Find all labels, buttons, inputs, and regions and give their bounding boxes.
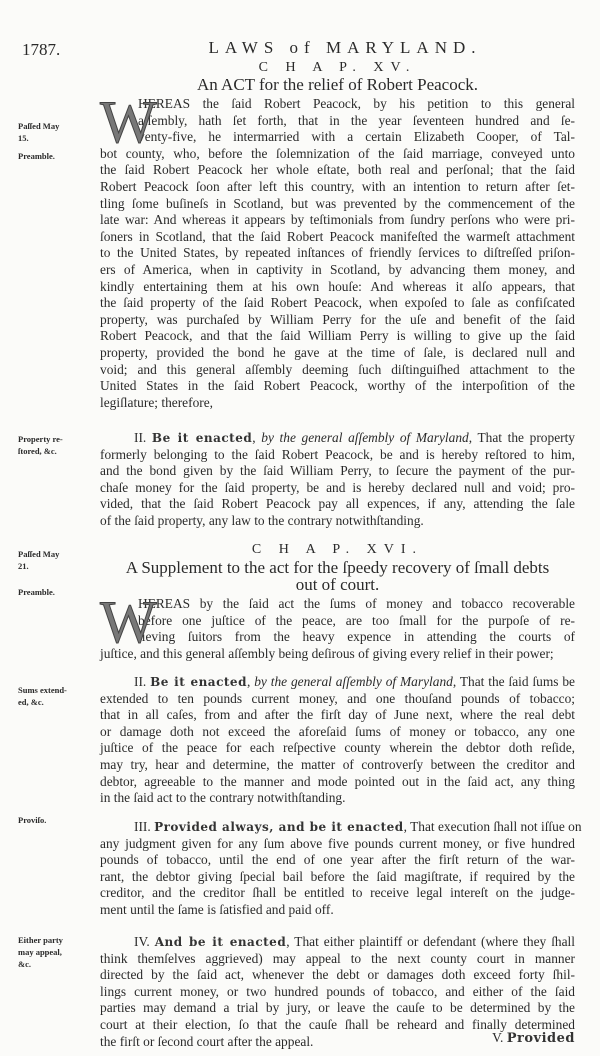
- text-line: bot county, who, before the ſolemnization of the ſaid marriage, conveyed unto: [100, 145, 575, 161]
- running-title: LAWS of MARYLAND.: [208, 38, 482, 57]
- text-line: vided, that the ſaid Robert Peacock pay all expences, if any, attending the ſale: [100, 496, 575, 512]
- catchword: [492, 1030, 575, 1046]
- text-line: [100, 674, 575, 691]
- margin-note-line: ſtored, &c.: [18, 446, 57, 456]
- blackletter-phrase: And be it enacted: [154, 935, 287, 949]
- text-segment: II.: [134, 674, 151, 689]
- text-line: juſtice of the peace for each reſpective county wherein the debtor doth reſide,: [100, 740, 575, 756]
- text-segment: , That execution ſhall not iſſue on: [403, 819, 582, 834]
- text-line: extended to ten pounds current money, and one thouſand pounds of tobacco;: [100, 690, 575, 706]
- chapter-title: [100, 76, 575, 93]
- margin-note-line: Property re-: [18, 434, 63, 444]
- margin-note-line: 21.: [18, 561, 29, 571]
- text-line: ers of America, when in captivity in Scotland, by advancing them money, and: [100, 261, 575, 277]
- margin-note-line: Paſſed May: [18, 121, 60, 131]
- text-line: formerly belonging to the ſaid Robert Peacock, be and is hereby reſtored to him,: [100, 446, 575, 462]
- text-line: property, provided the bond he gave at the time of ſale, is declared null and: [100, 344, 575, 360]
- text-line: to the United States, by repeated inſtances of friendly ſervices to diſtreſſed priſon-: [100, 245, 575, 261]
- text-line: United States in the ſaid Robert Peacock, worthy of the interpoſition of the: [100, 378, 575, 394]
- margin-note: [18, 586, 90, 598]
- margin-note-line: Preamble.: [18, 587, 55, 597]
- margin-note-line: &c.: [18, 959, 31, 969]
- text-line: [100, 430, 575, 447]
- text-line: property, was purchaſed by William Perry for the uſe and benefit of the ſaid: [100, 311, 575, 327]
- margin-note: [18, 814, 90, 826]
- text-segment: ,: [246, 674, 255, 689]
- text-line: legiſlature; therefore,: [100, 394, 214, 410]
- margin-note-line: Either party: [18, 935, 63, 945]
- text-line: Robert Peacock, and that the ſaid William Perry is willing to give up the ſaid: [100, 328, 575, 344]
- text-line: and the bond given by the ſaid William Perry, to ſecure the payment of the pur-: [100, 463, 575, 479]
- text-line: parties may demand a trial by jury, or leave the cauſe to be determined by the: [100, 1000, 575, 1016]
- text-line: [100, 934, 575, 951]
- text-line: chaſe money for the ſaid property, be and is hereby declared null and void; pro-: [100, 479, 575, 495]
- text-line: rant, the debtor giving ſpecial bail before the ſaid magiſtrate, if required by the: [100, 868, 575, 884]
- margin-note-line: Preamble.: [18, 151, 55, 161]
- chapter-title-line: out of court.: [295, 575, 380, 594]
- text-segment: , That the ſaid ſums be: [452, 674, 575, 689]
- text-line: before one juſtice of the peace, are too ſmall for the purpoſe of re-: [138, 612, 575, 628]
- text-line: that in all caſes, from and after the firſt day of June next, where the real debt: [100, 707, 575, 723]
- chapter-title-line: An ACT for the relief of Robert Peacock.: [196, 75, 479, 94]
- blackletter-phrase: Provided always, and be it enacted: [154, 820, 404, 834]
- margin-note: [18, 120, 90, 144]
- text-line: directed by the ſaid act, whenever the debt or damages doth exceed forty ſhil-: [100, 967, 575, 983]
- text-segment: ,: [252, 430, 262, 445]
- text-line: may try, hear and determine, the matter of controverſy between the creditor and: [100, 756, 575, 772]
- blackletter-phrase: Be it enacted: [151, 431, 253, 445]
- catchword-text: Provided: [506, 1031, 575, 1046]
- text-line: Robert Peacock ſoon after left this country, with an intention to return after ſet-: [100, 178, 575, 194]
- text-line: HEREAS by the ſaid act the ſums of money and tobacco recoverable: [138, 596, 575, 611]
- italic-phrase: by the general aſſembly of Maryland: [254, 674, 453, 689]
- chapter-title-line: A Supplement to the act for the ſpeedy recovery of ſmall debts: [125, 558, 550, 577]
- text-line: venty-five, he intermarried with a certain Elizabeth Cooper, of Tal-: [138, 129, 575, 145]
- chapter-title: [100, 559, 575, 593]
- margin-note-line: Proviſo.: [18, 815, 47, 825]
- text-line: the ſaid Robert Peacock her whole eſtate, both real and perſonal; that the ſaid: [100, 162, 575, 178]
- text-segment: II.: [134, 430, 152, 445]
- text-line: the ſaid property of the ſaid Robert Peacock, when expoſed to ſale as confiſcated: [100, 295, 575, 311]
- catchword-number: V.: [492, 1030, 507, 1045]
- text-line: any judgment given for any ſum above five pounds current money, or five hundred: [100, 835, 575, 851]
- text-line: kindly entertaining them at his own houſe: And whereas it alſo appears, that: [100, 278, 575, 294]
- margin-note: [18, 934, 90, 970]
- text-line: tling ſome buſineſs in Scotland, but was prevented by the commencement of the: [100, 195, 575, 211]
- text-line: the firſt or ſecond court after the appeal.: [100, 1033, 314, 1049]
- section-paragraph: [100, 430, 575, 530]
- margin-note: [18, 433, 90, 457]
- section-paragraph: [100, 89, 575, 411]
- chapter-number: C H A P. XVI.: [251, 542, 424, 557]
- text-line: ſoners in Scotland, that the ſaid Robert Peacock manifeſted the warmeſt attachment: [100, 228, 575, 244]
- blackletter-phrase: Be it enacted: [150, 675, 247, 689]
- text-line: lings current money, or two hundred pounds of tobacco, and either of the ſaid: [100, 983, 575, 999]
- margin-note-line: 15.: [18, 133, 29, 143]
- text-line: [100, 819, 582, 836]
- text-line: ment until the ſame is ſatisfied and paid off.: [100, 901, 334, 917]
- margin-note: [18, 150, 90, 162]
- text-segment: III.: [134, 819, 155, 834]
- text-line: aſſembly, hath ſet forth, that in the year ſeventeen hundred and ſe-: [138, 112, 575, 128]
- text-line: or damage doth not exceed the aforeſaid ſums of money or tobacco, any one: [100, 723, 575, 739]
- text-line: pounds of tobacco, until the end of one year after the firſt return of the war-: [100, 852, 575, 868]
- page-year: 1787.: [22, 40, 61, 59]
- text-line: juſtice, and this general aſſembly being deſirous of giving every relief in their power;: [100, 645, 554, 661]
- text-line: debtor, agreeable to the manner and mode pointed out in the ſaid act, any thing: [100, 773, 575, 789]
- text-line: HEREAS the ſaid Robert Peacock, by his petition to this general: [138, 96, 575, 111]
- text-line: lieving ſuitors from the heavy expence in attending the courts of: [138, 629, 575, 645]
- margin-note-line: may appeal,: [18, 947, 62, 957]
- margin-note-line: Sums extend-: [18, 685, 67, 695]
- text-line: in the ſaid act to the contrary notwithſtanding.: [100, 790, 346, 806]
- text-line: of the ſaid property, any law to the contrary notwithſtanding.: [100, 512, 424, 528]
- text-line: void; and this general aſſembly deeming ſuch diſtinguiſhed attachment to the: [100, 361, 575, 377]
- section-paragraph: [100, 674, 575, 807]
- chapter-number: C H A P. XV.: [258, 60, 417, 75]
- margin-note: [18, 548, 90, 572]
- text-segment: , That the property: [468, 430, 576, 445]
- text-line: late war: And whereas it appears by teſtimonials from ſundry perſons who were pri-: [100, 212, 575, 228]
- text-segment: , That either plaintiff or defendant (where they ſhall: [286, 934, 575, 949]
- text-segment: IV.: [134, 934, 155, 949]
- margin-note: [18, 684, 90, 708]
- section-paragraph: [100, 589, 575, 662]
- italic-phrase: by the general aſſembly of Maryland: [261, 430, 469, 445]
- section-paragraph: [100, 819, 582, 919]
- margin-note-line: ed, &c.: [18, 697, 44, 707]
- text-line: creditor, and the creditor ſhall be entitled to receive legal intereſt on the judge-: [100, 885, 575, 901]
- drop-cap-letter: W: [100, 589, 157, 655]
- text-line: court at their election, ſo that the cauſe ſhall be reheard and finally determined: [100, 1016, 575, 1032]
- text-line: think themſelves aggrieved) may appeal to the next county court in manner: [100, 950, 575, 966]
- margin-note-line: Paſſed May: [18, 549, 60, 559]
- drop-cap-letter: W: [100, 89, 157, 155]
